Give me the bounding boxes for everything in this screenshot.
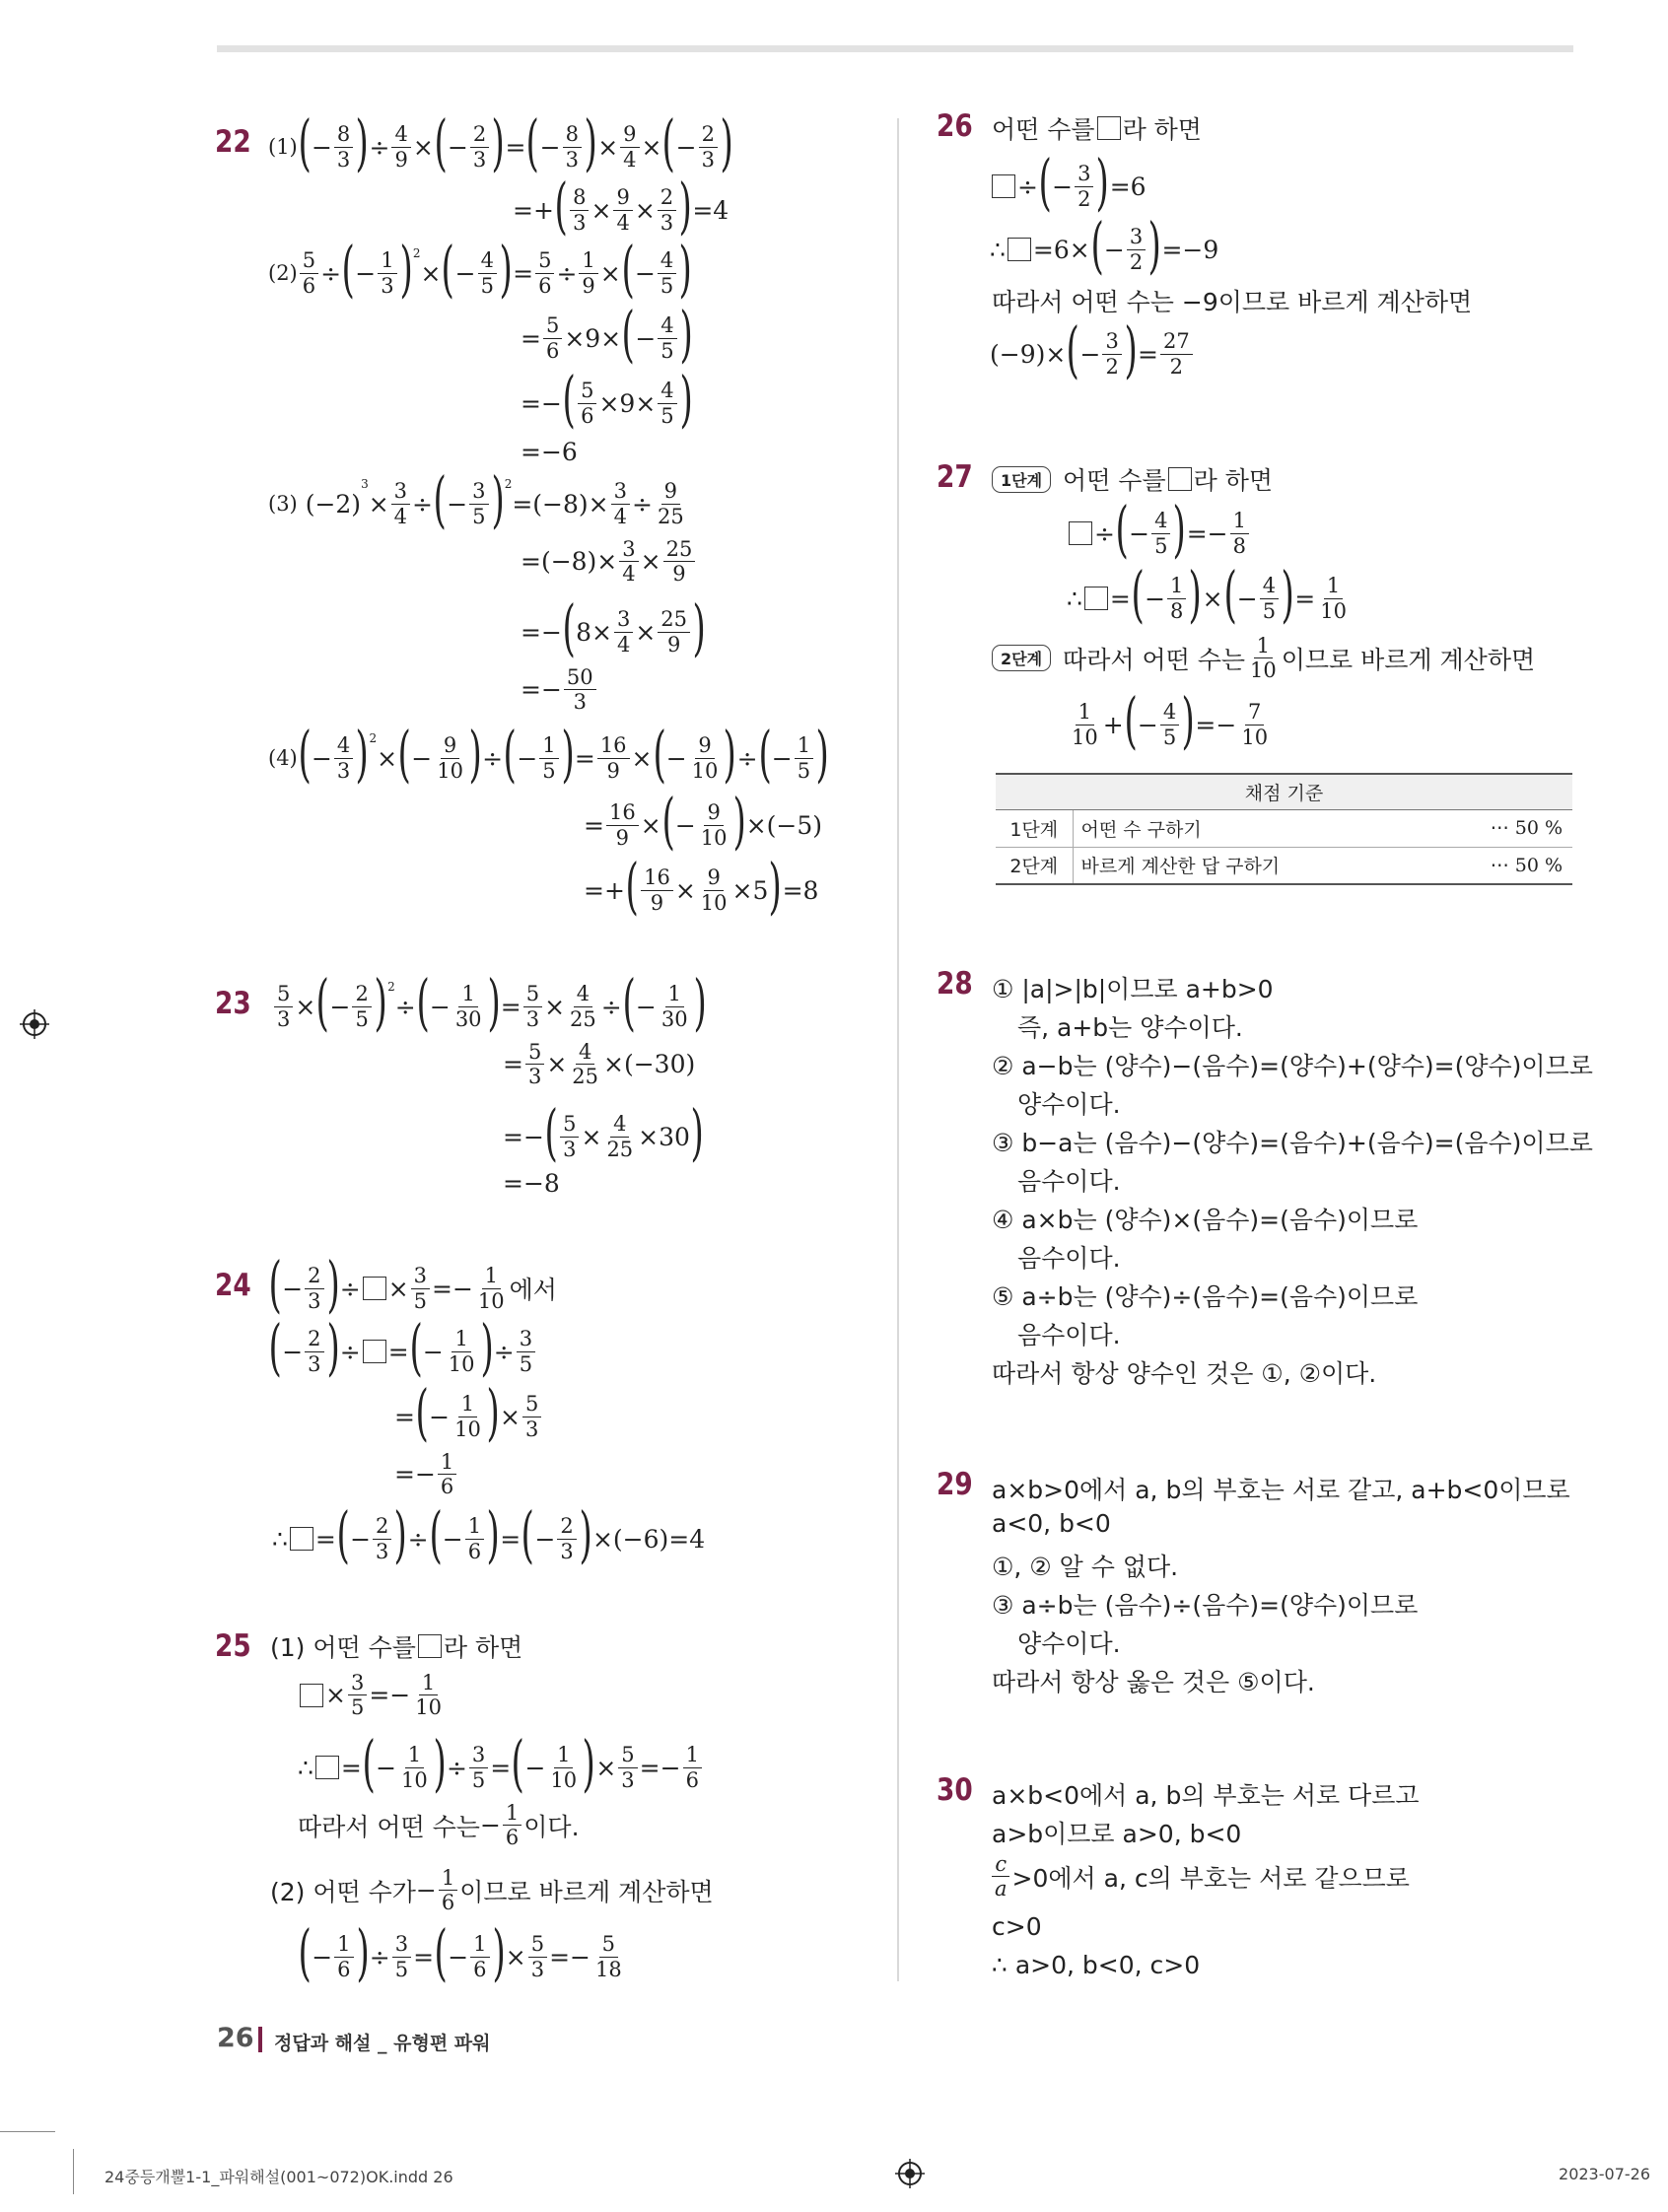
p25-line5: (2) 어떤 수가 − $\frac{1}{6}$ 이므로 바르게 계산하면 — [270, 1866, 714, 1915]
p22-part1-line2: =+ ( $\frac{8}{3}$ × $\frac{9}{4}$ × $\frac{2}{3}$ ) =4 — [513, 170, 730, 242]
p29-line: 따라서 항상 옳은 것은 ⑤이다. — [992, 1668, 1315, 1696]
p28-line: ④ a×b는 (양수)×(음수)=(음수)이므로 — [992, 1206, 1419, 1234]
p22-part4-line2: = $\frac{16}{9}$ × ( − $\frac{9}{10}$ ) ×(−5) — [584, 785, 823, 857]
p23-line4: =−8 — [503, 1169, 560, 1198]
problem-number-26: 26 — [937, 108, 973, 144]
problem-number-28: 28 — [937, 966, 973, 1002]
grading-criteria-table — [996, 773, 1572, 885]
blank-box-icon — [1168, 467, 1192, 491]
problem-number-23: 23 — [215, 986, 251, 1021]
p26-line4: 따라서 어떤 수는 −9이므로 바르게 계산하면 — [992, 288, 1473, 316]
p28-line: 따라서 항상 양수인 것은 ①, ②이다. — [992, 1359, 1377, 1388]
p28-line: 음수이다. — [1017, 1167, 1121, 1196]
p30-line: c>0 — [992, 1912, 1042, 1941]
p22-part2-line4: =−6 — [521, 438, 578, 466]
p23-line1: $\frac{5}{3}$ × ( − $\frac{2}{5}$ ) $^2$ ÷ ( − $\frac{1}{30}$ ) = $\frac{5}{3}$ × $\frac{4}{25}$ ÷ ( − $\frac{1}{30}$ ) — [272, 976, 707, 1037]
p23-line3: =− ( $\frac{5}{3}$ × $\frac{4}{25}$ ×30 ) — [503, 1096, 704, 1168]
page-number: 26 — [217, 2023, 254, 2053]
p22-part2-line1: (2) $\frac{5}{6}$ ÷ ( − $\frac{1}{3}$ ) $^2$ × ( − $\frac{4}{5}$ ) = $\frac{5}{6}$ ÷ $\frac{1}{9}$ × ( − $\frac{4}{5}$ ) — [268, 233, 693, 305]
problem-number-29: 29 — [937, 1467, 973, 1502]
p29-line: ①, ② 알 수 없다. — [992, 1553, 1179, 1581]
p27-line1: 1단계 어떤 수를 라 하면 — [992, 461, 1273, 497]
p22-part1-line1: (1) ( − $\frac{8}{3}$ ) ÷ $\frac{4}{9}$ × ( − $\frac{2}{3}$ ) = ( − $\frac{8}{3}$ ) × $\frac{9}{4}$ × ( − $\frac{2}{3}$ ) — [268, 106, 733, 178]
problem-number-30: 30 — [937, 1772, 973, 1808]
part-label: (2) — [268, 261, 298, 285]
p25-line6: ( − $\frac{1}{6}$ ) ÷ $\frac{3}{5}$ = ( − $\frac{1}{6}$ ) × $\frac{5}{3}$ =− $\frac{5}{18}$ — [298, 1916, 622, 1988]
p22-part4-line1: (4) ( − $\frac{4}{3}$ ) $^2$ × ( − $\frac{9}{10}$ ) ÷ ( − $\frac{1}{5}$ ) = $\frac{16}{9}$ × ( − $\frac{9}{10}$ ) ÷ ( − $\frac{1}{5}$ ) — [268, 718, 829, 790]
problem-number-25: 25 — [215, 1628, 251, 1664]
registration-mark-icon — [20, 1009, 49, 1039]
footer-title: 정답과 해설 _ 유형편 파워 — [274, 2033, 491, 2054]
p29-line: a×b>0에서 a, b의 부호는 서로 같고, a+b<0이므로 — [992, 1476, 1570, 1504]
p26-line3: ∴ =6× ( − $\frac{3}{2}$ ) =−9 — [990, 209, 1219, 281]
p22-part3-line1: (3) (−2) $^3$ × $\frac{3}{4}$ ÷ ( − $\frac{3}{5}$ ) $^2$ =(−8)× $\frac{3}{4}$ ÷ $\frac{9}{25}$ — [268, 463, 684, 535]
print-date: 2023-07-26 — [1559, 2165, 1650, 2183]
p24-line1: ( − $\frac{2}{3}$ ) ÷ × $\frac{3}{5}$ =− $\frac{1}{10}$ 에서 — [268, 1248, 557, 1320]
p22-part2-line2: = $\frac{5}{6}$ ×9× ( − $\frac{4}{5}$ ) — [521, 298, 693, 370]
part-label: (1) — [268, 135, 298, 159]
crop-mark — [73, 2149, 74, 2194]
p27-line2: ÷ ( − $\frac{4}{5}$ ) =− $\frac{1}{8}$ — [1067, 503, 1251, 564]
part-label: (4) — [268, 746, 298, 770]
crop-mark — [0, 2131, 55, 2132]
blank-box-icon — [418, 1634, 442, 1658]
blank-box-icon — [290, 1527, 313, 1551]
p30-line: ∴ a>0, b<0, c>0 — [992, 1951, 1201, 1979]
stage-badge: 2단계 — [992, 645, 1051, 671]
p29-line: a<0, b<0 — [992, 1509, 1111, 1538]
p23-line2: = $\frac{5}{3}$ × $\frac{4}{25}$ ×(−30) — [503, 1040, 696, 1089]
footer-accent-bar — [258, 2027, 262, 2052]
top-rule — [217, 45, 1573, 52]
p28-line: 음수이다. — [1017, 1321, 1121, 1349]
problem-number-24: 24 — [215, 1268, 251, 1303]
p24-line4: =− $\frac{1}{6}$ — [394, 1451, 458, 1497]
p22-part3-line2: =(−8)× $\frac{3}{4}$ × $\frac{25}{9}$ — [521, 538, 697, 585]
p27-line5: $\frac{1}{10}$ + ( − $\frac{4}{5}$ ) =− $\frac{7}{10}$ — [1072, 684, 1269, 756]
p22-part4-line3: =+ ( $\frac{16}{9}$ × $\frac{9}{10}$ ×5 ) =8 — [584, 850, 819, 922]
blank-box-icon — [1008, 238, 1031, 261]
blank-box-icon — [992, 174, 1015, 198]
table-row: 1단계 어떤 수 구하기 ⋯ 50 % — [996, 809, 1572, 847]
p28-line: 양수이다. — [1017, 1090, 1121, 1119]
p24-line5: ∴ = ( − $\frac{2}{3}$ ) ÷ ( − $\frac{1}{6}$ ) = ( − $\frac{2}{3}$ ) ×(−6)=4 — [272, 1498, 706, 1570]
p29-line: 양수이다. — [1017, 1629, 1121, 1658]
p27-line4: 2단계 따라서 어떤 수는 $\frac{1}{10}$ 이므로 바르게 계산하면 — [992, 635, 1535, 681]
p30-line: a×b<0에서 a, b의 부호는 서로 다르고 — [992, 1781, 1420, 1810]
p24-line3: = ( − $\frac{1}{10}$ ) × $\frac{5}{3}$ — [394, 1386, 543, 1447]
p22-part3-line3: =− ( 8× $\frac{3}{4}$ × $\frac{25}{9}$ ) — [521, 591, 706, 663]
blank-box-icon — [363, 1277, 386, 1300]
stage-badge: 1단계 — [992, 466, 1051, 493]
blank-box-icon — [300, 1684, 323, 1707]
p25-line3: ∴ = ( − $\frac{1}{10}$ ) ÷ $\frac{3}{5}$ = ( − $\frac{1}{10}$ ) × $\frac{5}{3}$ =− $\frac{1}{6}$ — [298, 1737, 704, 1798]
p26-line1: 어떤 수를 라 하면 — [992, 115, 1202, 144]
table-header: 채점 기준 — [996, 774, 1572, 809]
p29-line: ③ a÷b는 (음수)÷(음수)=(양수)이므로 — [992, 1591, 1419, 1620]
p28-line: ② a−b는 (양수)−(음수)=(양수)+(양수)=(양수)이므로 — [992, 1052, 1593, 1080]
p25-line4: 따라서 어떤 수는 − $\frac{1}{6}$ 이다. — [298, 1801, 580, 1850]
p28-line: ③ b−a는 (음수)−(양수)=(음수)+(음수)=(음수)이므로 — [992, 1129, 1593, 1157]
part-label: (3) — [268, 492, 298, 516]
table-row: 2단계 바르게 계산한 답 구하기 ⋯ 50 % — [996, 847, 1572, 884]
problem-number-27: 27 — [937, 459, 973, 495]
p28-line: 즉, a+b는 양수이다. — [1017, 1013, 1243, 1042]
blank-box-icon — [1097, 116, 1121, 140]
blank-box-icon — [1069, 521, 1092, 545]
registration-mark-icon — [895, 2159, 925, 2188]
blank-box-icon — [1084, 587, 1108, 610]
blank-box-icon — [363, 1340, 386, 1363]
p27-line3: ∴ = ( − $\frac{1}{8}$ ) × ( − $\frac{4}{5}$ ) = $\frac{1}{10}$ — [1067, 558, 1347, 630]
column-divider — [897, 118, 899, 1981]
blank-box-icon — [315, 1756, 339, 1779]
file-name: 24중등개뿔1-1_파워해설(001~072)OK.indd 26 — [104, 2168, 453, 2186]
p30-line-frac: $\frac{c}{a}$ >0에서 a, c의 부호는 서로 같으므로 — [990, 1853, 1410, 1900]
p28-line: ① |a|>|b|이므로 a+b>0 — [992, 975, 1274, 1003]
p26-line5: (−9)× ( − $\frac{3}{2}$ ) = $\frac{27}{2}$ — [990, 323, 1195, 384]
p22-part3-line4: =− $\frac{50}{3}$ — [521, 666, 598, 713]
p24-line2: ( − $\frac{2}{3}$ ) ÷ = ( − $\frac{1}{10}$ ) ÷ $\frac{3}{5}$ — [268, 1321, 537, 1382]
p22-part2-line3: =− ( $\frac{5}{6}$ ×9× $\frac{4}{5}$ ) — [521, 363, 693, 435]
problem-number-22: 22 — [215, 124, 251, 160]
p28-line: 음수이다. — [1017, 1244, 1121, 1273]
p25-line1: (1) 어떤 수를 라 하면 — [270, 1633, 523, 1662]
p25-line2: × $\frac{3}{5}$ =− $\frac{1}{10}$ — [298, 1672, 447, 1718]
p26-line2: ÷ ( − $\frac{3}{2}$ ) =6 — [990, 156, 1147, 217]
p28-line: ⑤ a÷b는 (양수)÷(음수)=(음수)이므로 — [992, 1282, 1419, 1311]
p30-line: a>b이므로 a>0, b<0 — [992, 1820, 1242, 1848]
